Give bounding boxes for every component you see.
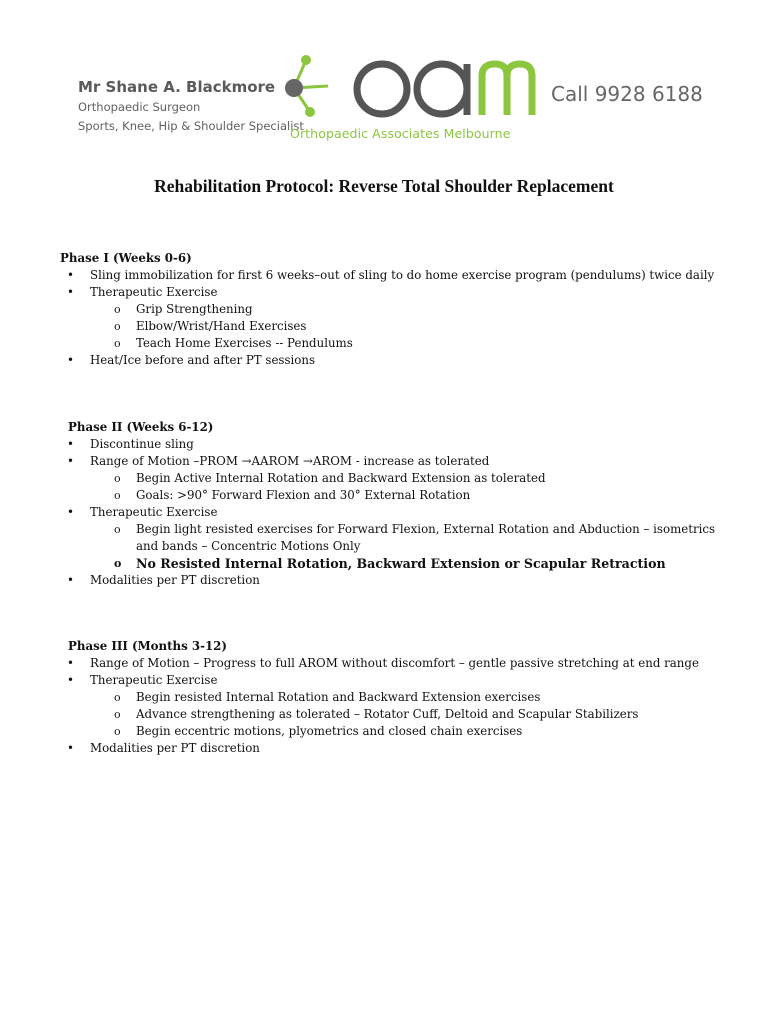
sub-list-item: o Begin eccentric motions, plyometrics and closed chain exercises — [60, 723, 740, 740]
phase-2-section — [60, 419, 740, 589]
resisted-text-line-1: Begin light resisted exercises for Forward Flexion, External Rotation and Abduction – isometrics — [136, 522, 716, 536]
phase-1-section — [60, 250, 740, 369]
list-item: • Discontinue sling — [60, 436, 740, 453]
phase-3-section — [60, 638, 740, 757]
list-item: • Range of Motion –PROM →AAROM →AROM - increase as tolerated — [60, 453, 740, 470]
list-item: • Therapeutic Exercise — [60, 284, 740, 301]
list-item: • Therapeutic Exercise — [60, 672, 740, 689]
phase-2-heading: Phase II (Weeks 6-12) — [68, 420, 214, 434]
phone-number: Call 9928 6188 — [551, 82, 703, 106]
list-item: • Modalities per PT discretion — [60, 572, 740, 589]
surgeon-info — [78, 76, 304, 136]
list-item: • Sling immobilization for first 6 weeks–out of sling to do home exercise program (pendulums) twice daily — [60, 267, 740, 284]
sub-list-item: o Begin resisted Internal Rotation and Backward Extension exercises — [60, 689, 740, 706]
oam-logo-mark — [284, 46, 540, 126]
surgeon-title: Orthopaedic Surgeon — [78, 100, 201, 114]
letterhead — [0, 0, 768, 160]
sub-list-item: o Grip Strengthening — [60, 301, 740, 318]
sub-list-item: o Begin Active Internal Rotation and Backward Extension as tolerated — [60, 470, 740, 487]
sub-list-item: o Goals: >90° Forward Flexion and 30° External Rotation — [60, 487, 740, 504]
surgeon-name: Mr Shane A. Blackmore — [78, 78, 276, 96]
list-item: • Modalities per PT discretion — [60, 740, 740, 757]
sub-list-item: o Teach Home Exercises -- Pendulums — [60, 335, 740, 352]
phase-1-heading: Phase I (Weeks 0-6) — [60, 251, 192, 265]
logo-caption: Orthopaedic Associates Melbourne — [290, 126, 511, 141]
document-title: Rehabilitation Protocol: Reverse Total Shoulder Replacement — [154, 176, 614, 196]
sub-list-item: o Advance strengthening as tolerated – Rotator Cuff, Deltoid and Scapular Stabilizers — [60, 706, 740, 723]
list-item: • Therapeutic Exercise — [60, 504, 740, 521]
sub-list-item — [60, 521, 740, 555]
phase-3-heading: Phase III (Months 3-12) — [68, 639, 227, 653]
list-item: • Range of Motion – Progress to full AROM without discomfort – gentle passive stretching at end range — [60, 655, 740, 672]
sub-list-item-emphasis: o No Resisted Internal Rotation, Backward Extension or Scapular Retraction — [60, 555, 740, 572]
list-item: • Heat/Ice before and after PT sessions — [60, 352, 740, 369]
resisted-text-line-2: and bands – Concentric Motions Only — [136, 539, 361, 553]
oam-logo — [284, 46, 540, 150]
surgeon-specialty: Sports, Knee, Hip & Shoulder Specialist — [78, 119, 304, 133]
sub-list-item: o Elbow/Wrist/Hand Exercises — [60, 318, 740, 335]
